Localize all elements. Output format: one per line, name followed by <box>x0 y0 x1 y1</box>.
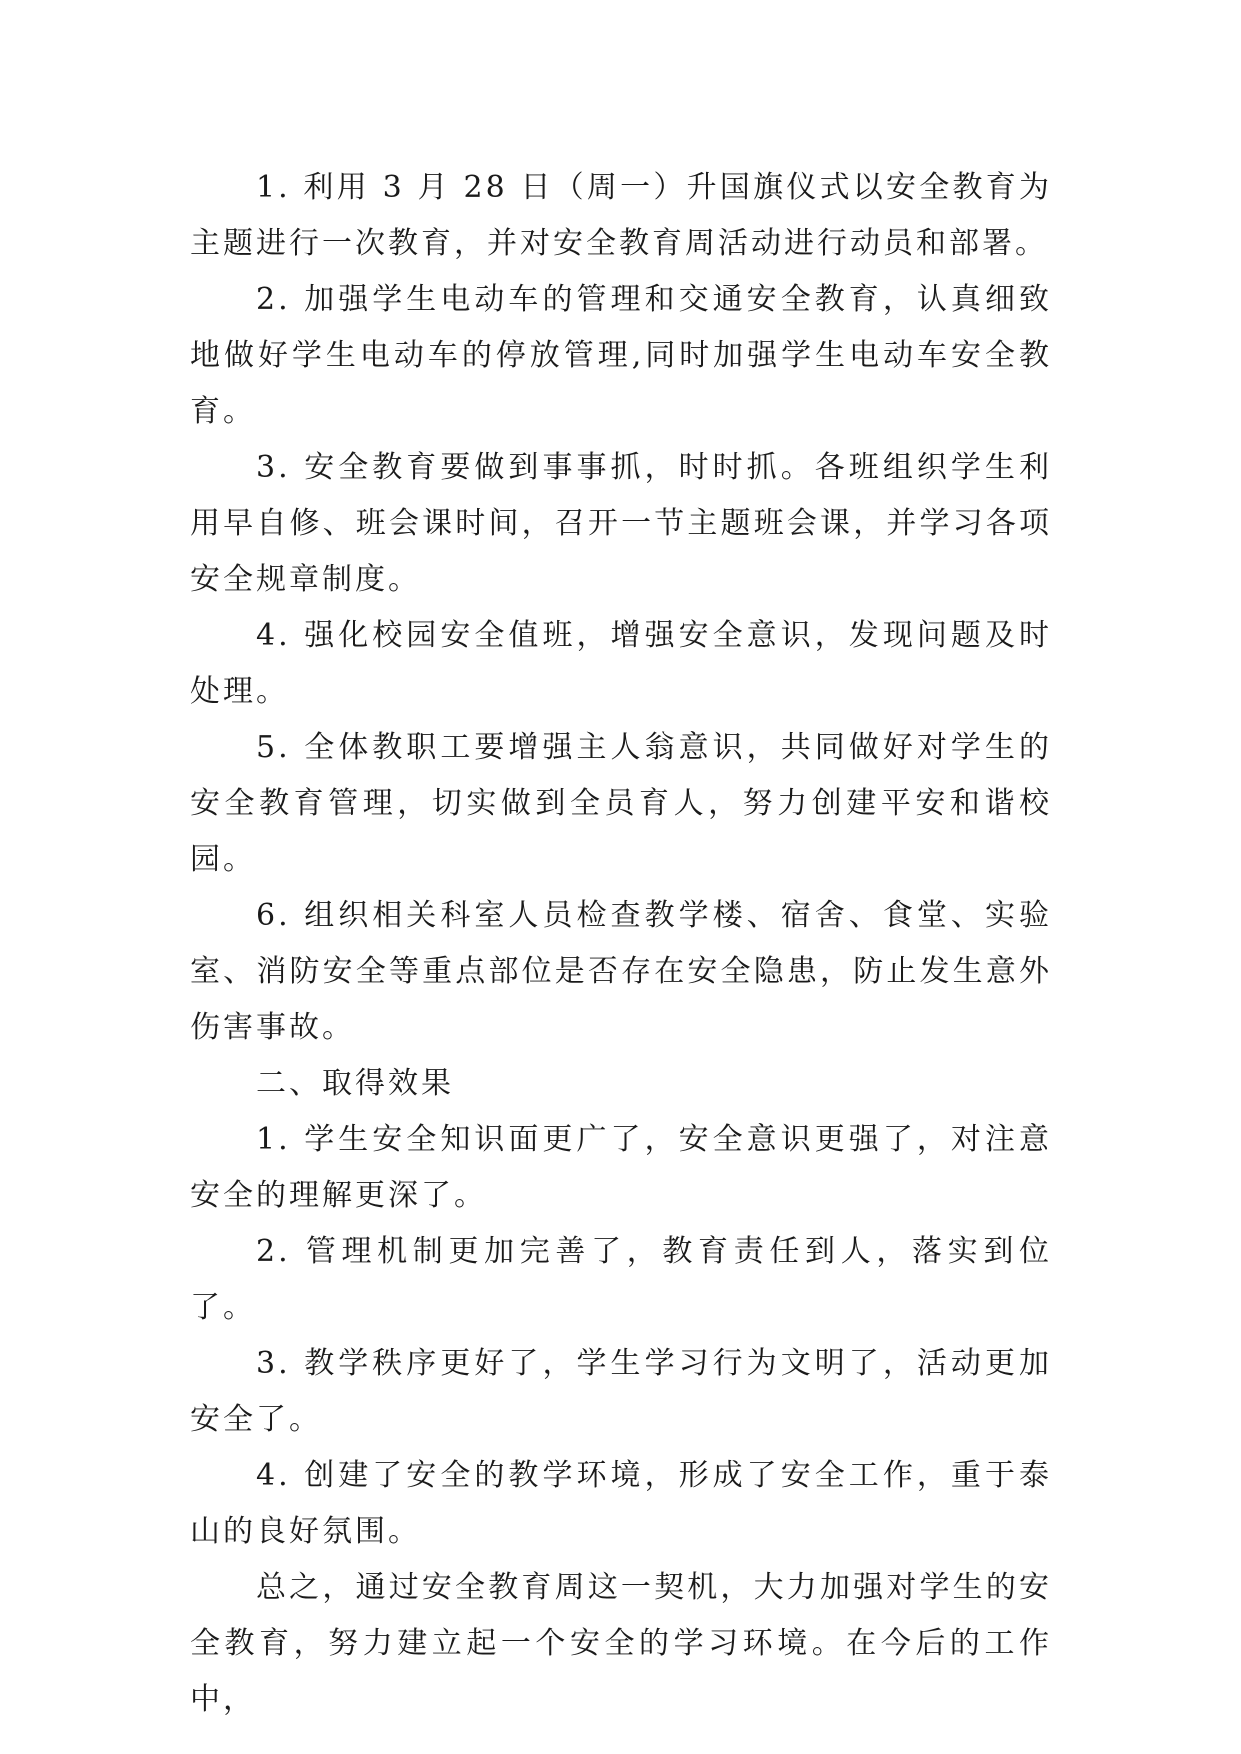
paragraph-measure-3: 3. 安全教育要做到事事抓，时时抓。各班组织学生利用早自修、班会课时间，召开一节主题班会课，并学习各项安全规章制度。 <box>190 450 1052 597</box>
paragraph-measure-5: 5. 全体教职工要增强主人翁意识，共同做好对学生的安全教育管理，切实做到全员育人，努力创建平安和谐校园。 <box>190 730 1052 877</box>
paragraph-result-3: 3. 教学秩序更好了，学生学习行为文明了，活动更加安全了。 <box>190 1346 1052 1437</box>
paragraph-result-4: 4. 创建了安全的教学环境，形成了安全工作，重于泰山的良好氛围。 <box>190 1458 1052 1549</box>
paragraph-result-1: 1. 学生安全知识面更广了，安全意识更强了，对注意安全的理解更深了。 <box>190 1122 1052 1213</box>
paragraph-measure-4: 4. 强化校园安全值班，增强安全意识，发现问题及时处理。 <box>190 618 1052 709</box>
paragraph-measure-1: 1. 利用 3 月 28 日（周一）升国旗仪式以安全教育为主题进行一次教育，并对安全教育周活动进行动员和部署。 <box>190 170 1052 261</box>
paragraph-summary: 总之，通过安全教育周这一契机，大力加强对学生的安全教育，努力建立起一个安全的学习环境。在今后的工作中， <box>190 1570 1052 1717</box>
paragraph-result-2: 2. 管理机制更加完善了，教育责任到人，落实到位了。 <box>190 1234 1052 1325</box>
document-body <box>190 160 1052 1728</box>
section-heading-results: 二、取得效果 <box>256 1066 454 1101</box>
paragraph-measure-2: 2. 加强学生电动车的管理和交通安全教育，认真细致地做好学生电动车的停放管理,同时加强学生电动车安全教育。 <box>190 282 1052 429</box>
paragraph-measure-6: 6. 组织相关科室人员检查教学楼、宿舍、食堂、实验室、消防安全等重点部位是否存在安全隐患，防止发生意外伤害事故。 <box>190 898 1052 1045</box>
